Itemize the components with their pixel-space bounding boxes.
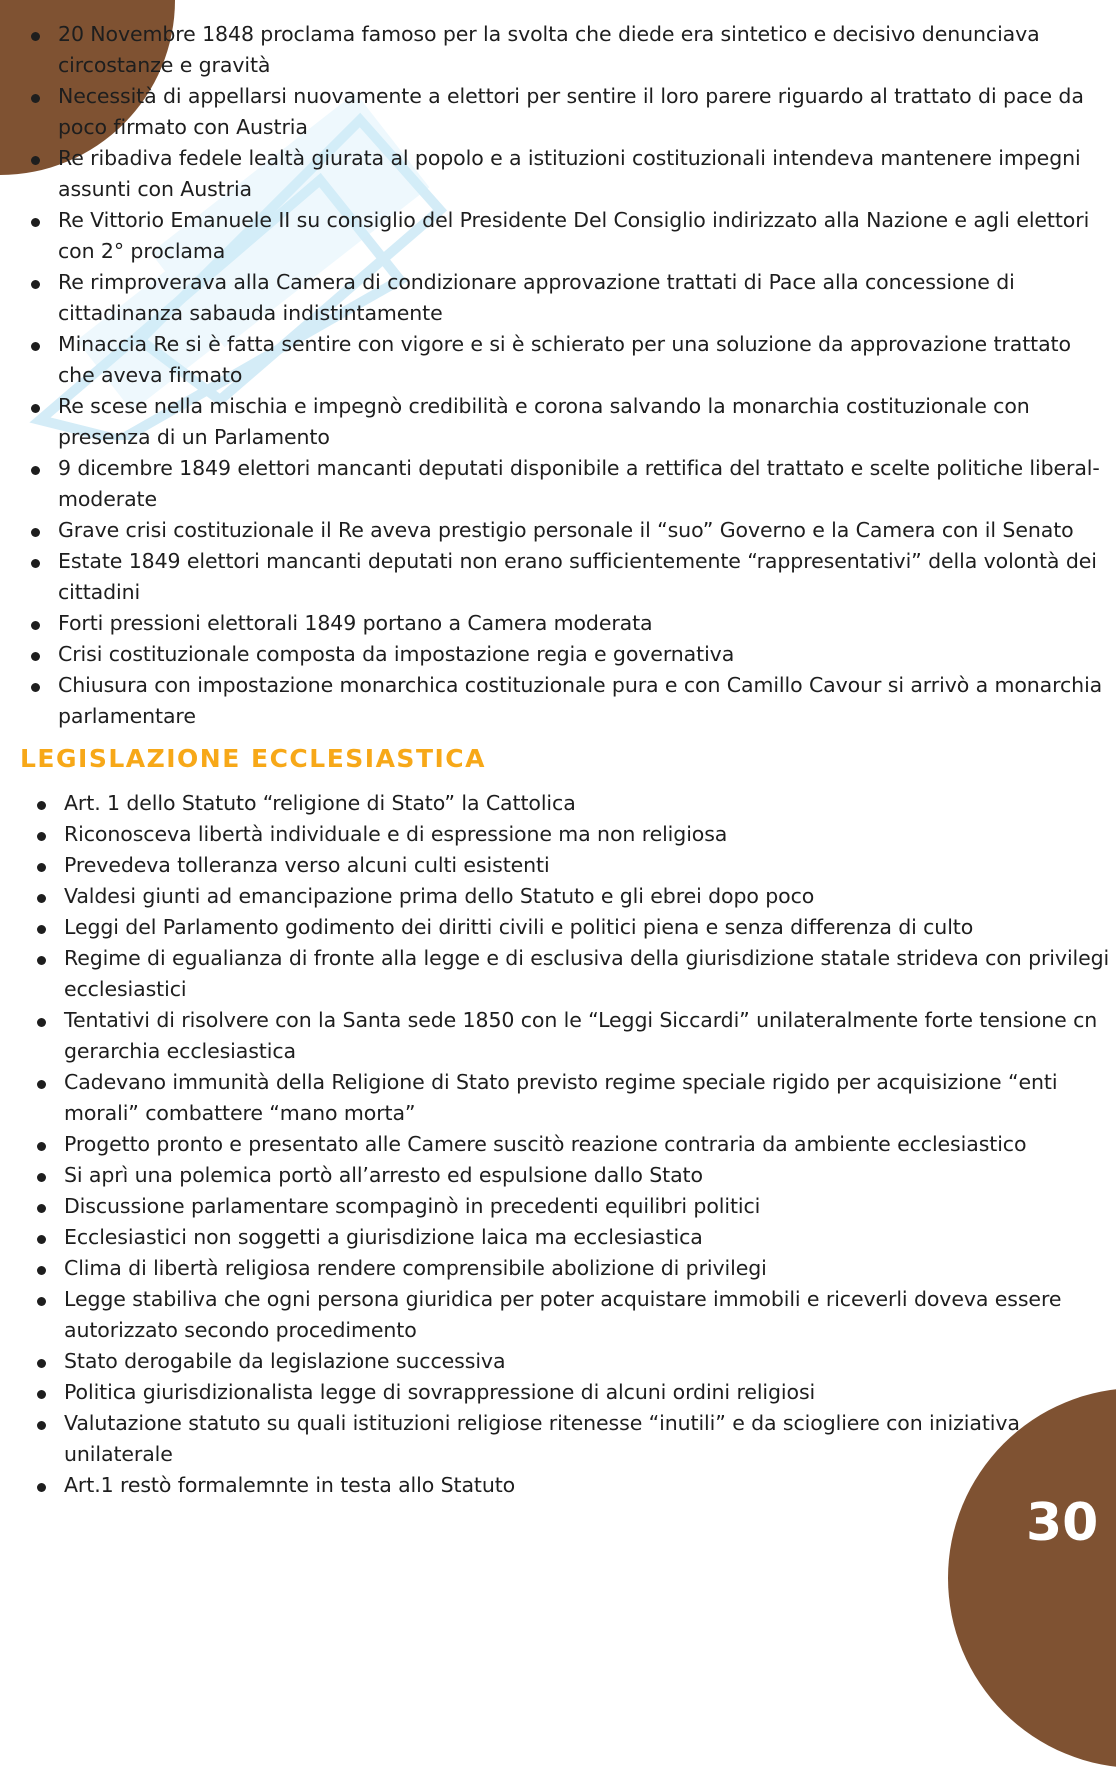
list-item: Progetto pronto e presentato alle Camere suscitò reazione contraria da ambiente ecclesiastico (0, 1129, 1116, 1160)
list-item: Re Vittorio Emanuele II su consiglio del Presidente Del Consiglio indirizzato alla Nazione e agli elettori con 2° proclama (0, 205, 1116, 267)
list-item: Art. 1 dello Statuto “religione di Stato” la Cattolica (0, 788, 1116, 819)
list-item: Art.1 restò formalemnte in testa allo Statuto (0, 1470, 1116, 1501)
list-item: Valdesi giunti ad emancipazione prima dello Statuto e gli ebrei dopo poco (0, 881, 1116, 912)
list-item: Riconosceva libertà individuale e di espressione ma non religiosa (0, 819, 1116, 850)
list-item: Estate 1849 elettori mancanti deputati non erano sufficientemente “rappresentativi” della volontà dei cittadini (0, 546, 1116, 608)
list-item: Discussione parlamentare scompaginò in precedenti equilibri politici (0, 1191, 1116, 1222)
list-item: Prevedeva tolleranza verso alcuni culti esistenti (0, 850, 1116, 881)
list-item: Re scese nella mischia e impegnò credibilità e corona salvando la monarchia costituzionale con presenza di un Parlamento (0, 391, 1116, 453)
list-item: Legge stabiliva che ogni persona giuridica per poter acquistare immobili e riceverli doveva essere autorizzato secondo procedimento (0, 1284, 1116, 1346)
page-content (0, 19, 1116, 1501)
list-item: Valutazione statuto su quali istituzioni religiose ritenesse “inutili” e da sciogliere con iniziativa unilaterale (0, 1408, 1116, 1470)
list-item: Ecclesiastici non soggetti a giurisdizione laica ma ecclesiastica (0, 1222, 1116, 1253)
list-item: Necessità di appellarsi nuovamente a elettori per sentire il loro parere riguardo al trattato di pace da poco firmato con Austria (0, 81, 1116, 143)
list-item: Stato derogabile da legislazione successiva (0, 1346, 1116, 1377)
list-item: 20 Novembre 1848 proclama famoso per la svolta che diede era sintetico e decisivo denunciava circostanze e gravità (0, 19, 1116, 81)
list-item: Leggi del Parlamento godimento dei diritti civili e politici piena e senza differenza di culto (0, 912, 1116, 943)
list-item: Regime di egualianza di fronte alla legge e di esclusiva della giurisdizione statale strideva con privilegi ecclesiastici (0, 943, 1116, 1005)
list-item: Si aprì una polemica portò all’arresto ed espulsione dallo Stato (0, 1160, 1116, 1191)
page-number: 30 (1026, 1493, 1099, 1553)
section2-list (0, 788, 1116, 1501)
section1-list (0, 19, 1116, 732)
list-item: Clima di libertà religiosa rendere comprensibile abolizione di privilegi (0, 1253, 1116, 1284)
list-item: Politica giurisdizionalista legge di sovrappressione di alcuni ordini religiosi (0, 1377, 1116, 1408)
list-item: Crisi costituzionale composta da impostazione regia e governativa (0, 639, 1116, 670)
list-item: Chiusura con impostazione monarchica costituzionale pura e con Camillo Cavour si arrivò a monarchia parlamentare (0, 670, 1116, 732)
list-item: Tentativi di risolvere con la Santa sede 1850 con le “Leggi Siccardi” unilateralmente forte tensione cn gerarchia ecclesiastica (0, 1005, 1116, 1067)
list-item: 9 dicembre 1849 elettori mancanti deputati disponibile a rettifica del trattato e scelte politiche liberal-moderate (0, 453, 1116, 515)
list-item: Cadevano immunità della Religione di Stato previsto regime speciale rigido per acquisizione “enti morali” combattere “mano morta” (0, 1067, 1116, 1129)
list-item: Re rimproverava alla Camera di condizionare approvazione trattati di Pace alla concessione di cittadinanza sabauda indistintamente (0, 267, 1116, 329)
list-item: Forti pressioni elettorali 1849 portano a Camera moderata (0, 608, 1116, 639)
section-heading-legislazione: LEGISLAZIONE ECCLESIASTICA (20, 744, 486, 773)
list-item: Grave crisi costituzionale il Re aveva prestigio personale il “suo” Governo e la Camera con il Senato (0, 515, 1116, 546)
list-item: Minaccia Re si è fatta sentire con vigore e si è schierato per una soluzione da approvazione trattato che aveva firmato (0, 329, 1116, 391)
list-item: Re ribadiva fedele lealtà giurata al popolo e a istituzioni costituzionali intendeva mantenere impegni assunti con Austria (0, 143, 1116, 205)
